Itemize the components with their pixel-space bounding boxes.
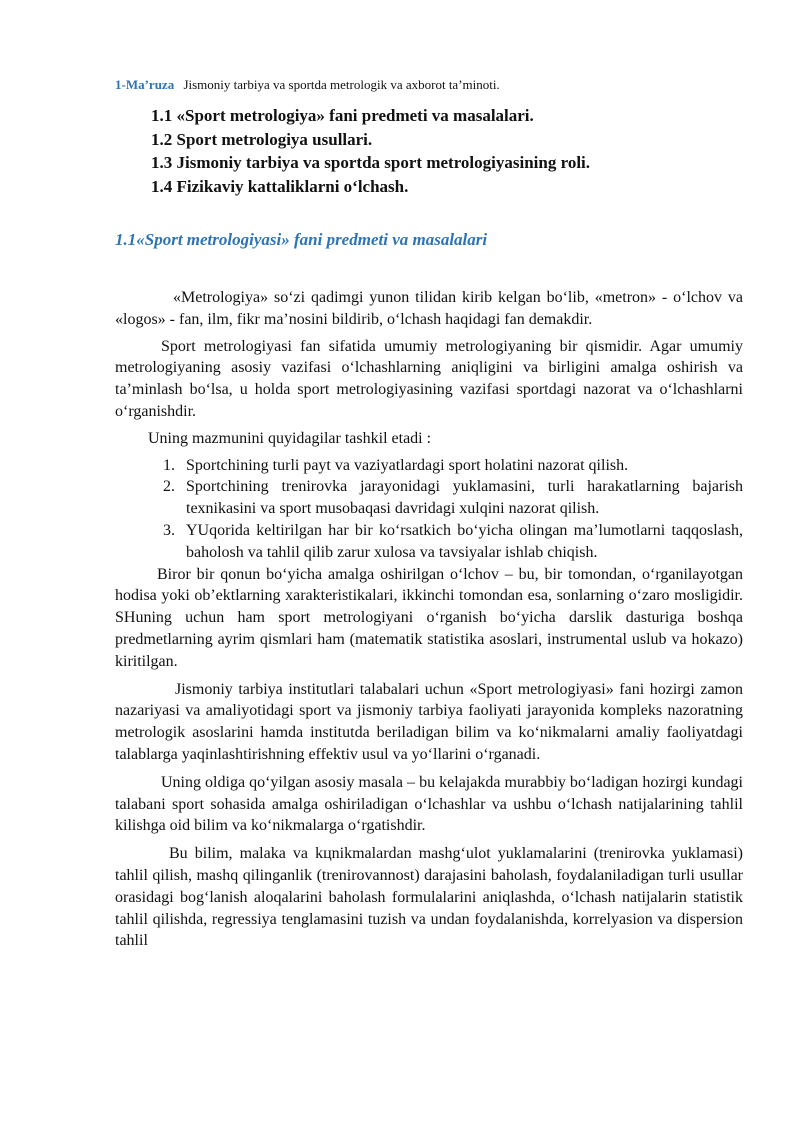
numbered-list bbox=[115, 455, 743, 564]
lecture-title: Jismoniy tarbiya va sportda metrologik va axborot ta’minoti. bbox=[183, 77, 500, 92]
list-item-text: Sportchining turli payt va vaziyatlardagi sport holatini nazorat qilish. bbox=[186, 456, 629, 474]
list-number: 1. bbox=[163, 456, 175, 474]
list-item-text: YUqorida keltirilgan har bir ko‘rsatkich bo‘yicha olingan ma’lumotlarni taqqoslash, baholosh va tahlil qilib zarur xulosa va tavsiyalar ishlab chiqish. bbox=[186, 521, 743, 561]
lecture-number: 1-Ma’ruza bbox=[115, 77, 175, 92]
paragraph: Biror bir qonun bo‘yicha amalga oshirilgan o‘lchov – bu, bir tomondan, o‘rganilayotgan hodisa yoki ob’ektlarning xarakteristikalari, ikkinchi tomondan esa, sonlarning o‘zaro mosligidir. SHuning uchun ham sport metrologiyani o‘rganish bo‘yicha darslik dasturiga boshqa predmetlarning ayrim qismlari ham (matematik statistika asoslari, instrumental uslub va hokazo) kiritilgan. bbox=[115, 565, 743, 670]
list-number: 3. bbox=[163, 521, 175, 539]
list-item-text: Sportchining trenirovka jarayonidagi yuklamasini, turli harakatlarning bajarish texnikasini va sport musobaqasi davridagi xulqini nazorat qilish. bbox=[186, 478, 743, 518]
paragraph: Bu bilim, malaka va kцnikmalardan mashg‘ulot yuklamalarini (trenirovka yuklamasi) tahlil qilish, mashq qilinganlik (trenirovannost) darajasini baholash, foydalaniladigan turli usullar orasidagi bog‘lanish aloqalarini baholash formulalarini aniqlashda, o‘lchash natijalarin statistik tahlil qilishda, regressiya tenglamasini tuzish va undan foydalanishda, korrelyasion va dispersion tahlil bbox=[115, 845, 743, 950]
table-of-contents bbox=[151, 104, 590, 198]
list-number: 2. bbox=[163, 478, 175, 496]
section-heading: 1.1«Sport metrologiyasi» fani predmeti va masalalari bbox=[115, 230, 488, 249]
toc-item: 1.1 «Sport metrologiya» fani predmeti va masalalari. bbox=[151, 106, 534, 125]
body-text bbox=[115, 287, 743, 952]
paragraph: Sport metrologiyasi fan sifatida umumiy metrologiyaning bir qismidir. Agar umumiy metrologiyaning asosiy vazifasi o‘lchashlarning aniqligini va birligini amalga oshirish va ta’minlash bo‘lsa, u holda sport metrologiyasining vazifasi sportdagi nazorat va o‘lchashlarni o‘rganishdir. bbox=[115, 337, 743, 420]
paragraph: Jismoniy tarbiya institutlari talabalari uchun «Sport metrologiyasi» fani hozirgi zamon nazariyasi va amaliyotidagi sport va jismoniy tarbiya faoliyati jarayonida kompleks nazoratning metrologik asoslarini hamda institutda beriladigan bilim va ko‘nikmalarni amaliy faoliyatdagi talablarga yaqinlashtirishning effektiv usul va yo‘llarini o‘rganadi. bbox=[115, 680, 743, 763]
list-item bbox=[115, 455, 743, 477]
toc-item: 1.4 Fizikaviy kattaliklarni o‘lchash. bbox=[151, 176, 409, 196]
toc-item: 1.3 Jismoniy tarbiya va sportda sport metrologiyasining roli. bbox=[151, 153, 591, 172]
paragraph: «Metrologiya» so‘zi qadimgi yunon tilidan kirib kelgan bo‘lib, «metron» - o‘lchov va «logos» - fan, ilm, fikr ma’nosini bildirib, o‘lchash haqidagi fan demakdir. bbox=[115, 289, 743, 328]
lecture-header bbox=[115, 77, 500, 93]
paragraph: Uning mazmunini quyidagilar tashkil etadi : bbox=[148, 429, 432, 447]
toc-item: 1.2 Sport metrologiya usullari. bbox=[151, 129, 373, 149]
list-item bbox=[115, 476, 743, 520]
list-item bbox=[115, 520, 743, 564]
paragraph: Uning oldiga qo‘yilgan asosiy masala – bu kelajakda murabbiy bo‘ladigan hozirgi kundagi talabani sport sohasida amalga oshiriladigan o‘lchashlar va ushbu o‘lchash natijalarining tahlil kilishga oid bilim va ko‘nikmalarga o‘rgatishdir. bbox=[115, 773, 743, 835]
